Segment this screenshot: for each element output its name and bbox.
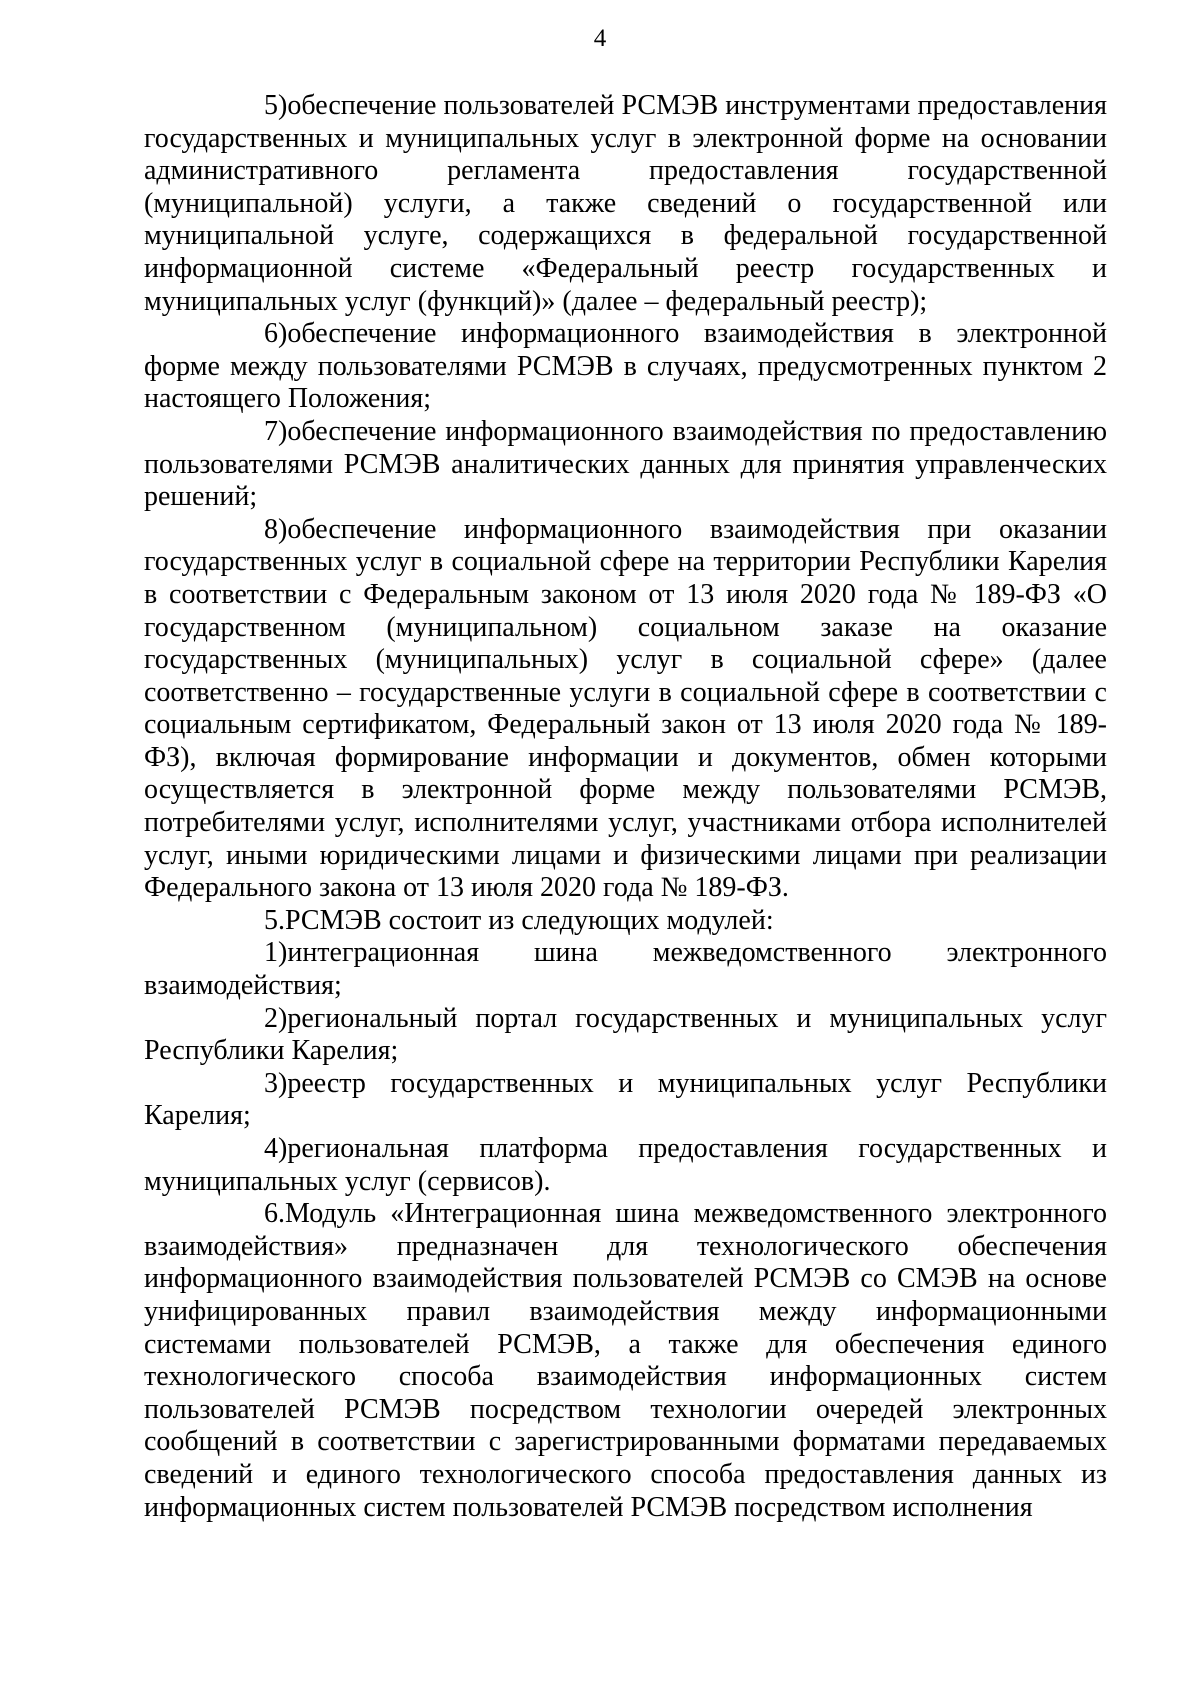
clause-number: 5.	[264, 904, 285, 936]
item-text: обеспечение информационного взаимодействия по предоставлению пользователями РСМЭВ аналитических данных для принятия управленческих решений;	[144, 415, 1107, 513]
item-text: интеграционная шина межведомственного электронного взаимодействия;	[144, 937, 1107, 1002]
clause-5	[144, 905, 1107, 938]
item-text: реестр государственных и муниципальных услуг Республики Карелия;	[144, 1067, 1107, 1132]
page-number: 4	[593, 25, 607, 52]
module-item-4	[144, 1133, 1107, 1198]
clause-text: Модуль «Интеграционная шина межведомственного электронного взаимодействия» предназначен для технологического обеспечения информационного взаимодействия пользователей РСМЭВ со СМЭВ на основе унифицированных правил взаимодействия между информационными системами пользователей РСМЭВ, а также для обеспечения единого технологического способа взаимодействия информационных систем пользователей РСМЭВ посредством технологии очередей электронных сообщений в соответствии с зарегистрированными форматами передаваемых сведений и единого технологического способа предоставления данных из информационных систем пользователей РСМЭВ посредством исполнения	[144, 1198, 1107, 1523]
item-text: обеспечение информационного взаимодействия при оказании государственных услуг в социальной сфере на территории Республики Карелия в соответствии с Федеральным законом от 13 июля 2020 года № 189-ФЗ «О государственном (муниципальном) социальном заказе на оказание государственных (муниципальных) услуг в социальной сфере» (далее соответственно – государственные услуги в социальной сфере в соответствии с социальным сертификатом, Федеральный закон от 13 июля 2020 года № 189-ФЗ), включая формирование информации и документов, обмен которыми осуществляется в электронной форме между пользователями РСМЭВ, потребителями услуг, исполнителями услуг, участниками отбора исполнителей услуг, иными юридическими лицами и физическими лицами при реализации Федерального закона от 13 июля 2020 года № 189-ФЗ.	[144, 513, 1107, 904]
module-item-3	[144, 1068, 1107, 1133]
list-item-8	[144, 514, 1107, 905]
item-number: 8)	[264, 513, 288, 545]
item-text: региональная платформа предоставления государственных и муниципальных услуг (сервисов).	[144, 1133, 1107, 1197]
list-item-7	[144, 416, 1107, 514]
list-item-6	[144, 318, 1107, 416]
clause-6	[144, 1198, 1107, 1524]
module-item-2	[144, 1003, 1107, 1068]
item-text: обеспечение информационного взаимодействия в электронной форме между пользователями РСМЭВ в случаях, предусмотренных пунктом 2 настоящего Положения;	[144, 318, 1107, 415]
list-item-5	[144, 90, 1107, 318]
item-number: 4)	[264, 1133, 288, 1164]
item-number: 6)	[264, 318, 288, 350]
item-number: 2)	[264, 1002, 288, 1034]
clause-number: 6.	[264, 1198, 285, 1230]
item-number: 3)	[264, 1067, 288, 1099]
item-text: обеспечение пользователей РСМЭВ инструментами предоставления государственных и муниципальных услуг в электронной форме на основании административного регламента предоставления государственной (муниципальной) услуги, а также сведений о государственной или муниципальной услуге, содержащихся в федеральной государственной информационной системе «Федеральный реестр государственных и муниципальных услуг (функций)» (далее – федеральный реестр);	[144, 90, 1107, 317]
item-text: региональный портал государственных и муниципальных услуг Республики Карелия;	[144, 1002, 1107, 1067]
item-number: 7)	[264, 415, 288, 447]
module-item-1	[144, 937, 1107, 1002]
document-body	[144, 90, 1107, 1524]
clause-text: РСМЭВ состоит из следующих модулей:	[285, 904, 774, 936]
item-number: 5)	[264, 90, 288, 121]
item-number: 1)	[264, 937, 288, 969]
